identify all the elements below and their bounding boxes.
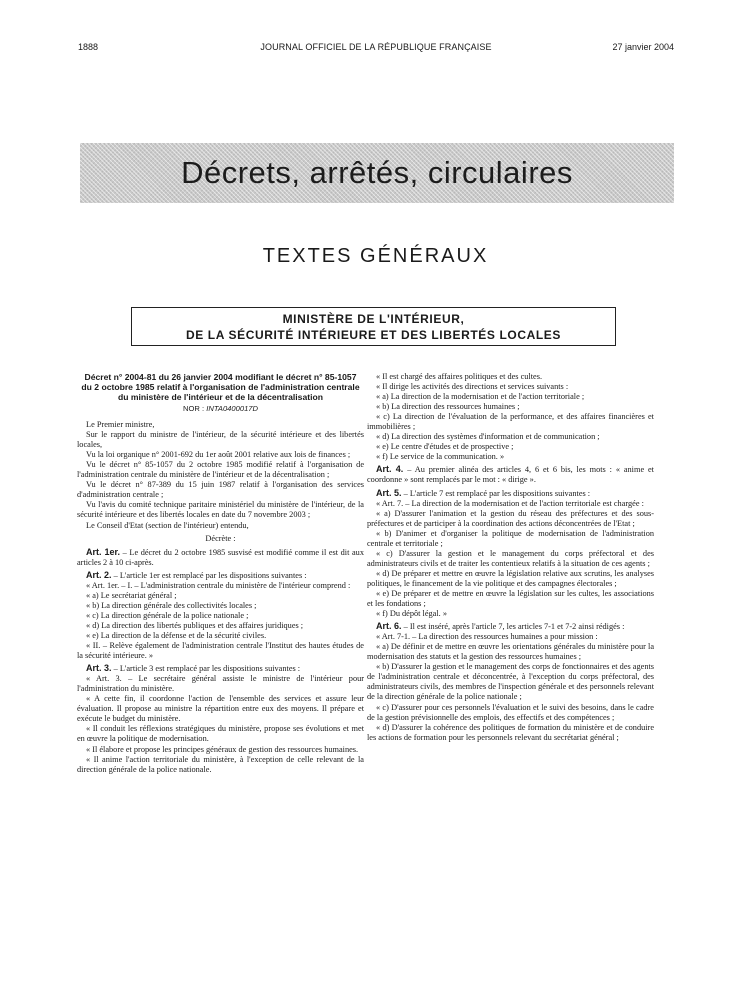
nor-reference <box>77 404 364 414</box>
list-item: « e) De préparer et de mettre en œuvre la législation sur les cultes, les associations et les fondations ; <box>367 588 654 609</box>
list-item: « b) D'assurer la gestion et le management des corps de fonctionnaires et des agents de l'administration centrale et déconcentrée, à l'exception du corps préfectoral, des administrateurs civils, des membres de l'inspection générale et des personnels relevant de la direction générale de la police nationale ; <box>367 662 654 702</box>
nor-label: NOR : <box>182 404 205 413</box>
paragraph: Vu l'avis du comité technique paritaire ministériel du ministère de l'intérieur, de la sécurité intérieure et des libertés locales en date du 7 novembre 2003 ; <box>77 500 364 520</box>
list-item: « a) De définir et de mettre en œuvre les orientations générales du ministère pour la modernisation des statuts et la gestion des ressources humaines ; <box>367 642 654 662</box>
paragraph: Vu le décret n° 85-1057 du 2 octobre 1985 modifié relatif à l'organisation de l'administration centrale du ministère de l'intérieur et de la décentralisation ; <box>77 460 364 480</box>
list-item: « b) La direction des ressources humaines ; <box>376 402 520 412</box>
paragraph: Vu le décret n° 87-389 du 15 juin 1987 relatif à l'organisation des services d'administration centrale ; <box>77 480 364 500</box>
paragraph: Le Premier ministre, <box>86 420 155 430</box>
list-item: « f) Le service de la communication. » <box>376 452 505 462</box>
article-text: – Au premier alinéa des articles 4, 6 et 6 bis, les mots : « anime et coordonne » sont remplacés par le mot : « dirige ». <box>367 465 654 485</box>
article-label: Art. 3. <box>86 663 112 674</box>
article-text: – L'article 3 est remplacé par les dispositions suivantes : <box>111 664 301 674</box>
list-item: « c) La direction générale de la police nationale ; <box>86 610 249 620</box>
article-2 <box>77 570 364 581</box>
list-item: « f) Du dépôt légal. » <box>376 609 447 619</box>
list-item: « c) La direction de l'évaluation de la performance, et des affaires financières et immobilières ; <box>367 412 654 432</box>
ministry-box <box>131 307 616 346</box>
paragraph: Sur le rapport du ministre de l'intérieur, de la sécurité intérieure et des libertés locales, <box>77 430 364 450</box>
article-1 <box>77 547 364 568</box>
list-item: « d) La direction des libertés publiques et des affaires juridiques ; <box>86 620 304 630</box>
article-label: Art. 6. <box>376 621 402 632</box>
list-item: « b) La direction générale des collectivités locales ; <box>86 600 257 610</box>
list-item: « a) La direction de la modernisation et de l'action territoriale ; <box>376 392 585 402</box>
article-6 <box>367 621 654 632</box>
article-text: – Le décret du 2 octobre 1985 susvisé est modifié comme il est dit aux articles 2 à 10 ci-après. <box>77 547 364 567</box>
article-text: – L'article 1er est remplacé par les dispositions suivantes : <box>111 570 307 580</box>
paragraph: Le Conseil d'Etat (section de l'intérieur) entendu, <box>86 520 249 530</box>
issue-date: 27 janvier 2004 <box>612 42 674 52</box>
list-item: « b) D'animer et d'organiser la politique de modernisation de l'administration centrale et territoriale ; <box>367 528 654 548</box>
paragraph: « II. – Relève également de l'administration centrale l'Institut des hautes études de la sécurité intérieure. » <box>77 641 364 661</box>
left-column <box>77 372 364 775</box>
paragraph: « Art. 3. – Le secrétaire général assiste le ministre de l'intérieur pour l'administration du ministère. <box>77 674 364 694</box>
article-label: Art. 2. <box>86 569 112 580</box>
list-item: « d) D'assurer la cohérence des politiques de formation du ministère et de conduire les actions de formation pour les personnels relevant du secrétariat général ; <box>367 722 654 742</box>
article-5 <box>367 488 654 499</box>
article-3 <box>77 663 364 674</box>
page-number: 1888 <box>78 42 99 52</box>
nor-value: INTA0400017D <box>206 404 258 413</box>
paragraph: « A cette fin, il coordonne l'action de l'ensemble des services et assure leur évaluation. Il propose au ministre la répartition entre eux des moyens. Il prépare et exécute le budget du ministère. <box>77 694 364 724</box>
ministry-line-2: DE LA SÉCURITÉ INTÉRIEURE ET DES LIBERTÉS LOCALES <box>186 328 561 342</box>
paragraph: « Il élabore et propose les principes généraux de gestion des ressources humaines. <box>86 744 359 754</box>
article-4 <box>367 464 654 485</box>
article-label: Art. 4. <box>376 464 404 475</box>
right-column <box>367 372 654 743</box>
list-item: « e) La direction de la défense et de la sécurité civiles. <box>86 630 267 640</box>
journal-title: JOURNAL OFFICIEL DE LA RÉPUBLIQUE FRANÇAISE <box>260 42 492 52</box>
paragraph: « Art. 7-1. – La direction des ressources humaines a pour mission : <box>376 632 598 642</box>
ministry-line-1: MINISTÈRE DE L'INTÉRIEUR, <box>282 312 465 326</box>
list-item: « d) La direction des systèmes d'information et de communication ; <box>376 432 600 442</box>
article-text: – L'article 7 est remplacé par les dispositions suivantes : <box>401 488 591 498</box>
decrete-line: Décrète : <box>205 533 236 543</box>
paragraph: « Art. 1er. – I. – L'administration centrale du ministère de l'intérieur comprend : <box>86 580 351 590</box>
paragraph: « Il est chargé des affaires politiques et des cultes. <box>376 372 543 381</box>
paragraph: « Il anime l'action territoriale du ministère, à l'exception de celle relevant de la direction générale de la police nationale. <box>77 754 364 774</box>
list-item: « d) De préparer et mettre en œuvre la législation relative aux scrutins, les analyses politiques, le financement de la vie politique et des campagnes électorales ; <box>367 568 654 588</box>
list-item: « c) D'assurer la gestion et le management du corps préfectoral et des administrateurs civils et de traiter les contentieux relatifs à la situation de ces agents ; <box>367 548 654 568</box>
decree-title: Décret n° 2004-81 du 26 janvier 2004 modifiant le décret n° 85-1057 du 2 octobre 1985 relatif à l'organisation de l'administration centrale du ministère de l'intérieur et de la décentralisation <box>81 372 360 402</box>
paragraph: Vu la loi organique n° 2001-692 du 1er août 2001 relative aux lois de finances ; <box>86 450 351 460</box>
list-item: « a) D'assurer l'animation et la gestion du réseau des préfectures et des sous-préfectures et de participer à la coordination des actions déconcentrées de l'Etat ; <box>367 508 654 528</box>
section-banner <box>80 143 674 203</box>
banner-title: Décrets, arrêtés, circulaires <box>181 155 573 190</box>
paragraph: « Il conduit les réflexions stratégiques du ministère, propose ses évolutions et met en œuvre la politique de modernisation. <box>77 724 364 744</box>
article-text: – Il est inséré, après l'article 7, les articles 7-1 et 7-2 ainsi rédigés : <box>401 622 625 632</box>
paragraph: « Il dirige les activités des directions et services suivants : <box>376 382 569 392</box>
article-label: Art. 5. <box>376 487 402 498</box>
list-item: « a) Le secrétariat général ; <box>86 590 177 600</box>
section-title: TEXTES GÉNÉRAUX <box>262 245 489 267</box>
paragraph: « Art. 7. – La direction de la modernisation et de l'action territoriale est chargée : <box>376 498 644 508</box>
article-label: Art. 1er. <box>86 546 121 557</box>
list-item: « c) D'assurer pour ces personnels l'évaluation et le suivi des besoins, dans le cadre de la gestion prévisionnelle des emplois, des effectifs et des compétences ; <box>367 702 654 722</box>
page-header <box>78 42 674 56</box>
list-item: « e) Le centre d'études et de prospective ; <box>376 442 514 452</box>
